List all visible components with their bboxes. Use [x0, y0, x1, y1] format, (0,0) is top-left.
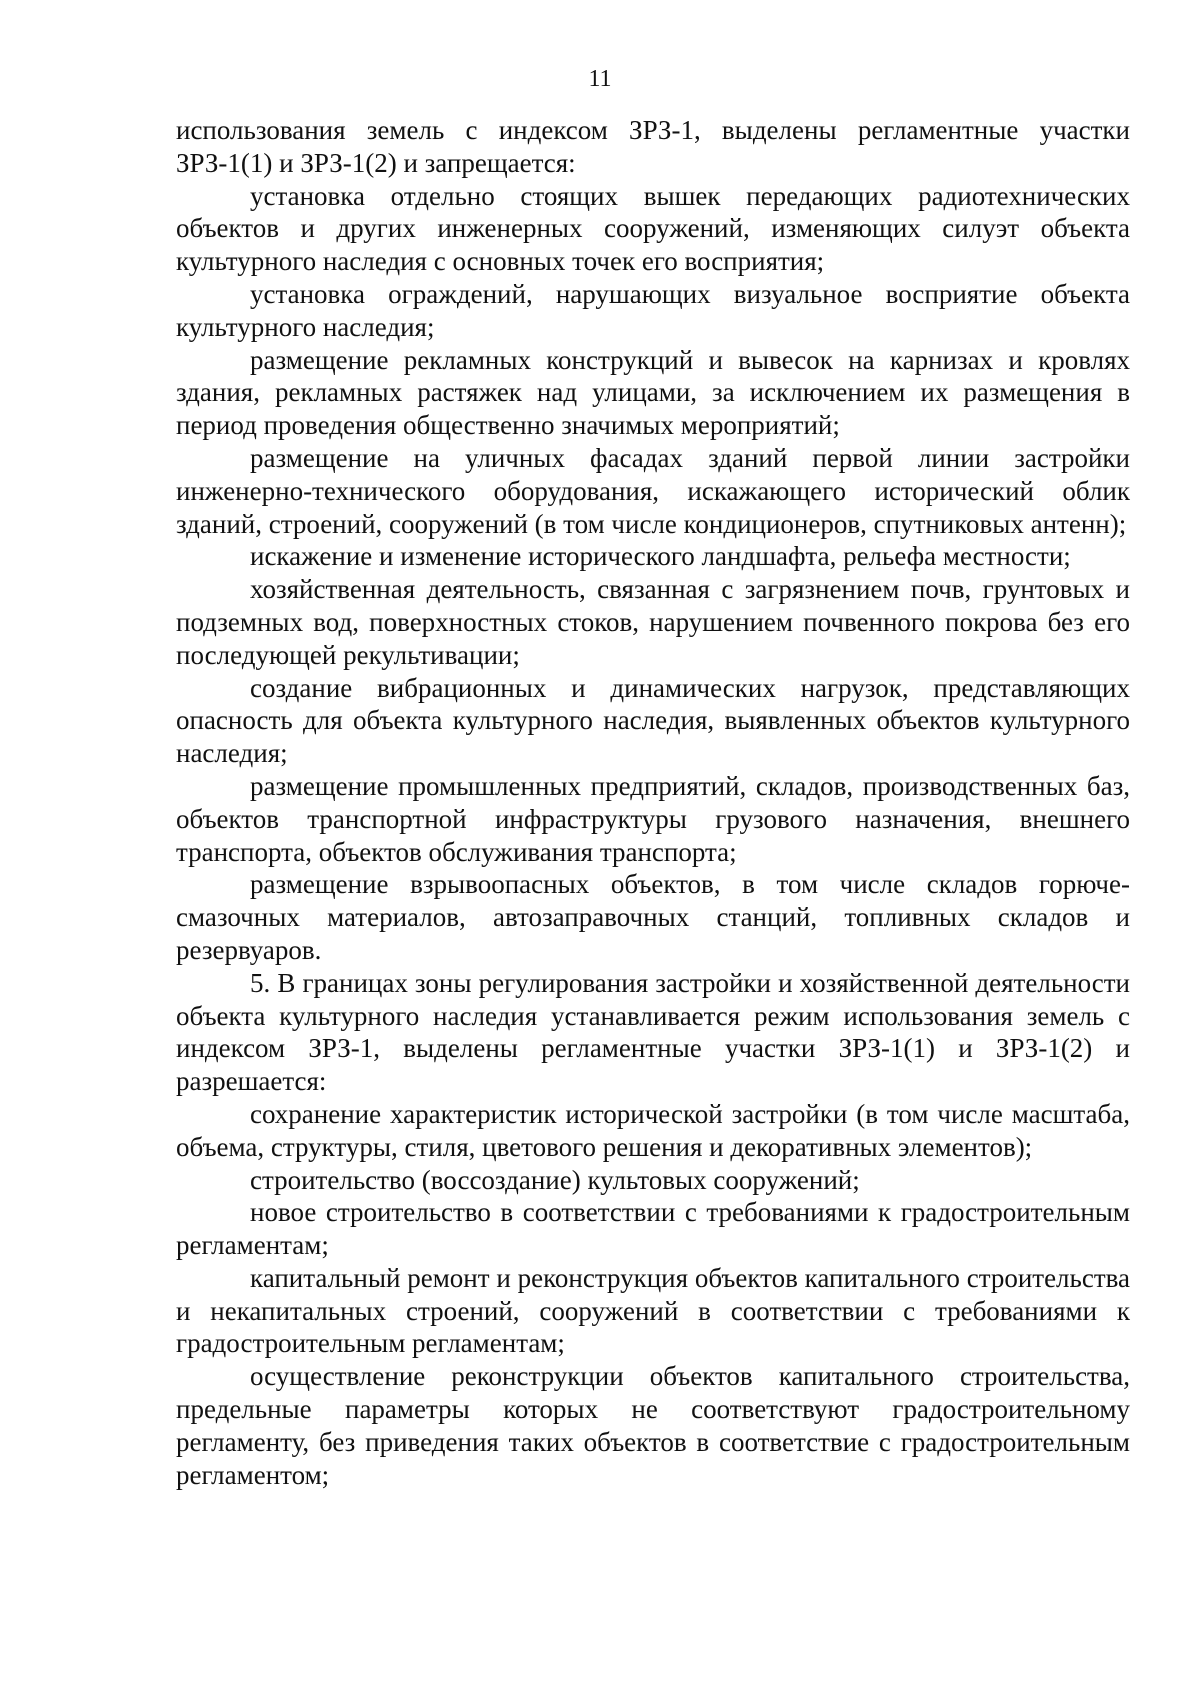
document-body [176, 114, 1130, 1491]
prohibition-item: размещение взрывоопасных объектов, в том числе складов горюче-смазочных материалов, автозаправочных станций, топливных складов и резервуаров. [176, 869, 1130, 965]
permission-item: сохранение характеристик исторической застройки (в том числе масштаба, объема, структуры, стиля, цветового решения и декоративных элементов); [176, 1098, 1130, 1162]
prohibition-item: установка ограждений, нарушающих визуальное восприятие объекта культурного наследия; [176, 278, 1130, 342]
page-number: 11 [588, 66, 612, 92]
permission-item: осуществление реконструкции объектов капитального строительства, предельные параметры которых не соответствуют градостроительному регламенту, без приведения таких объектов в соответствие с градостроительным регламентом; [176, 1361, 1130, 1490]
permission-item: строительство (воссоздание) культовых сооружений; [250, 1164, 860, 1195]
prohibition-item: хозяйственная деятельность, связанная с загрязнением почв, грунтовых и подземных вод, поверхностных стоков, нарушением почвенного покрова без его последующей рекультивации; [176, 574, 1130, 670]
prohibition-item: размещение на уличных фасадах зданий первой линии застройки инженерно-технического оборудования, искажающего исторический облик зданий, строений, сооружений (в том числе кондиционеров, спутниковых антенн); [176, 442, 1130, 539]
prohibition-item: искажение и изменение исторического ландшафта, рельефа местности; [250, 541, 1071, 572]
prohibition-item: создание вибрационных и динамических нагрузок, представляющих опасность для объекта культурного наследия, выявленных объектов культурного наследия; [176, 672, 1130, 769]
section-5-paragraph: 5. В границах зоны регулирования застройки и хозяйственной деятельности объекта культурного наследия устанавливается режим использования земель с индексом ЗРЗ-1, выделены регламентные участки ЗРЗ-1(1) и ЗРЗ-1(2) и разрешается: [176, 967, 1130, 1097]
prohibition-item: размещение промышленных предприятий, складов, производственных баз, объектов транспортной инфраструктуры грузового назначения, внешнего транспорта, объектов обслуживания транспорта; [176, 770, 1130, 867]
permission-item: новое строительство в соответствии с требованиями к градостроительным регламентам; [176, 1197, 1130, 1261]
prohibition-item: установка отдельно стоящих вышек передающих радиотехнических объектов и других инженерных сооружений, изменяющих силуэт объекта культурного наследия с основных точек его восприятия; [176, 180, 1130, 277]
paragraph-continuation: использования земель с индексом ЗРЗ-1, выделены регламентные участки ЗРЗ-1(1) и ЗРЗ-1(2) и запрещается: [176, 115, 1130, 178]
permission-item: капитальный ремонт и реконструкция объектов капитального строительства и некапитальных строений, сооружений в соответствии с требованиями к градостроительным регламентам; [176, 1262, 1130, 1359]
prohibition-item: размещение рекламных конструкций и вывесок на карнизах и кровлях здания, рекламных растяжек над улицами, за исключением их размещения в период проведения общественно значимых мероприятий; [176, 344, 1130, 441]
